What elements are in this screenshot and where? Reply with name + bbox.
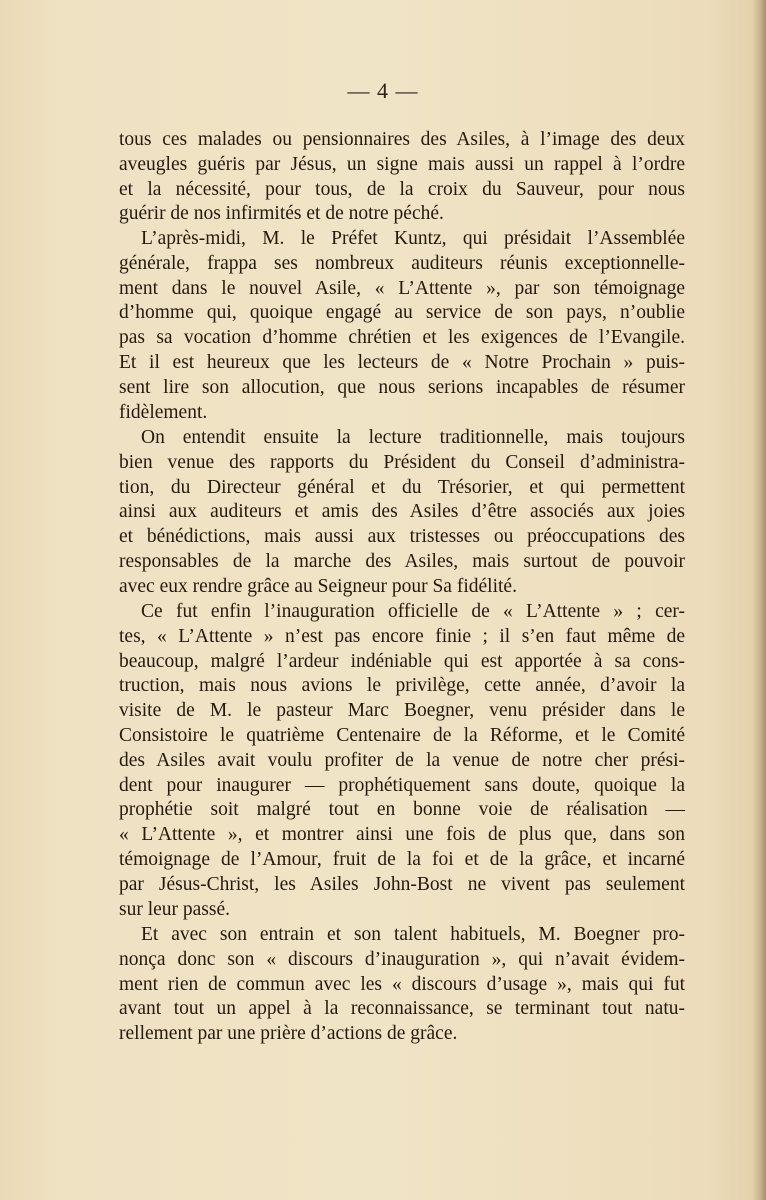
- text-line: rellement par une prière d’actions de grâce.: [119, 1023, 458, 1045]
- page-edge-shadow: [752, 0, 766, 1200]
- text-line: et bénédictions, mais aussi aux tristesses ou préoccupations des: [119, 526, 685, 548]
- paragraph: [119, 227, 685, 425]
- text-line: responsables de la marche des Asiles, mais surtout de pouvoir: [119, 550, 685, 572]
- text-line: On entendit ensuite la lecture traditionnelle, mais toujours: [141, 427, 685, 448]
- text-line: avant tout un appel à la reconnaissance, se terminant tout natu-: [119, 998, 685, 1020]
- text-line: L’après-midi, M. le Préfet Kuntz, qui présidait l’Assemblée: [141, 228, 685, 249]
- text-line: beaucoup, malgré l’ardeur indéniable qui est apportée à sa cons-: [119, 650, 685, 672]
- text-line: tes, « L’Attente » n’est pas encore finie ; il s’en faut même de: [119, 625, 685, 647]
- text-line: Ce fut enfin l’inauguration officielle de « L’Attente » ; cer-: [141, 601, 685, 622]
- text-line: Et il est heureux que les lecteurs de « Notre Prochain » puis-: [119, 351, 685, 373]
- paragraph: [119, 923, 685, 1047]
- text-line: Et avec son entrain et son talent habituels, M. Boegner pro-: [141, 924, 685, 945]
- page-number: — 4 —: [347, 78, 419, 103]
- text-line: prophétie soit malgré tout en bonne voie de réalisation —: [119, 799, 685, 821]
- text-line: ainsi aux auditeurs et amis des Asiles d’être associés aux joies: [119, 501, 685, 523]
- text-line: par Jésus-Christ, les Asiles John-Bost ne vivent pas seulement: [119, 873, 685, 895]
- text-line: sur leur passé.: [119, 898, 231, 920]
- text-line: dent pour inaugurer — prophétiquement sans doute, quoique la: [119, 774, 685, 796]
- text-line: visite de M. le pasteur Marc Boegner, venu présider dans le: [119, 700, 685, 722]
- text-line: Consistoire le quatrième Centenaire de la Réforme, et le Comité: [119, 724, 685, 746]
- text-line: truction, mais nous avions le privilège, cette année, d’avoir la: [119, 675, 685, 697]
- paragraph: [119, 426, 685, 600]
- paragraph: [119, 600, 685, 922]
- text-line: pas sa vocation d’homme chrétien et les exigences de l’Evangile.: [119, 327, 685, 349]
- text-line: ment rien de commun avec les « discours d’usage », mais qui fut: [119, 973, 685, 995]
- text-line: nonça donc son « discours d’inauguration », qui n’avait évidem-: [119, 948, 685, 970]
- text-line: tion, du Directeur général et du Trésorier, et qui permettent: [119, 476, 685, 498]
- text-line: d’homme qui, quoique engagé au service de son pays, n’oublie: [119, 302, 685, 324]
- text-line: ment dans le nouvel Asile, « L’Attente », par son témoignage: [119, 277, 685, 299]
- text-line: tous ces malades ou pensionnaires des Asiles, à l’image des deux: [119, 129, 685, 150]
- text-line: aveugles guéris par Jésus, un signe mais aussi un rappel à l’ordre: [119, 153, 685, 175]
- text-line: des Asiles avait voulu profiter de la venue de notre cher prési-: [119, 749, 685, 771]
- text-line: et la nécessité, pour tous, de la croix du Sauveur, pour nous: [119, 178, 685, 200]
- text-line: générale, frappa ses nombreux auditeurs réunis exceptionnelle-: [119, 252, 685, 274]
- paragraph: [119, 128, 685, 227]
- text-line: guérir de nos infirmités et de notre péché.: [119, 203, 444, 225]
- text-line: fidèlement.: [119, 401, 208, 423]
- text-line: bien venue des rapports du Président du Conseil d’administra-: [119, 451, 685, 473]
- text-line: avec eux rendre grâce au Seigneur pour Sa fidélité.: [119, 575, 517, 597]
- text-line: « L’Attente », et montrer ainsi une fois de plus que, dans son: [119, 824, 685, 846]
- text-line: sent lire son allocution, que nous serions incapables de résumer: [119, 376, 685, 398]
- text-line: témoignage de l’Amour, fruit de la foi et de la grâce, et incarné: [119, 848, 685, 870]
